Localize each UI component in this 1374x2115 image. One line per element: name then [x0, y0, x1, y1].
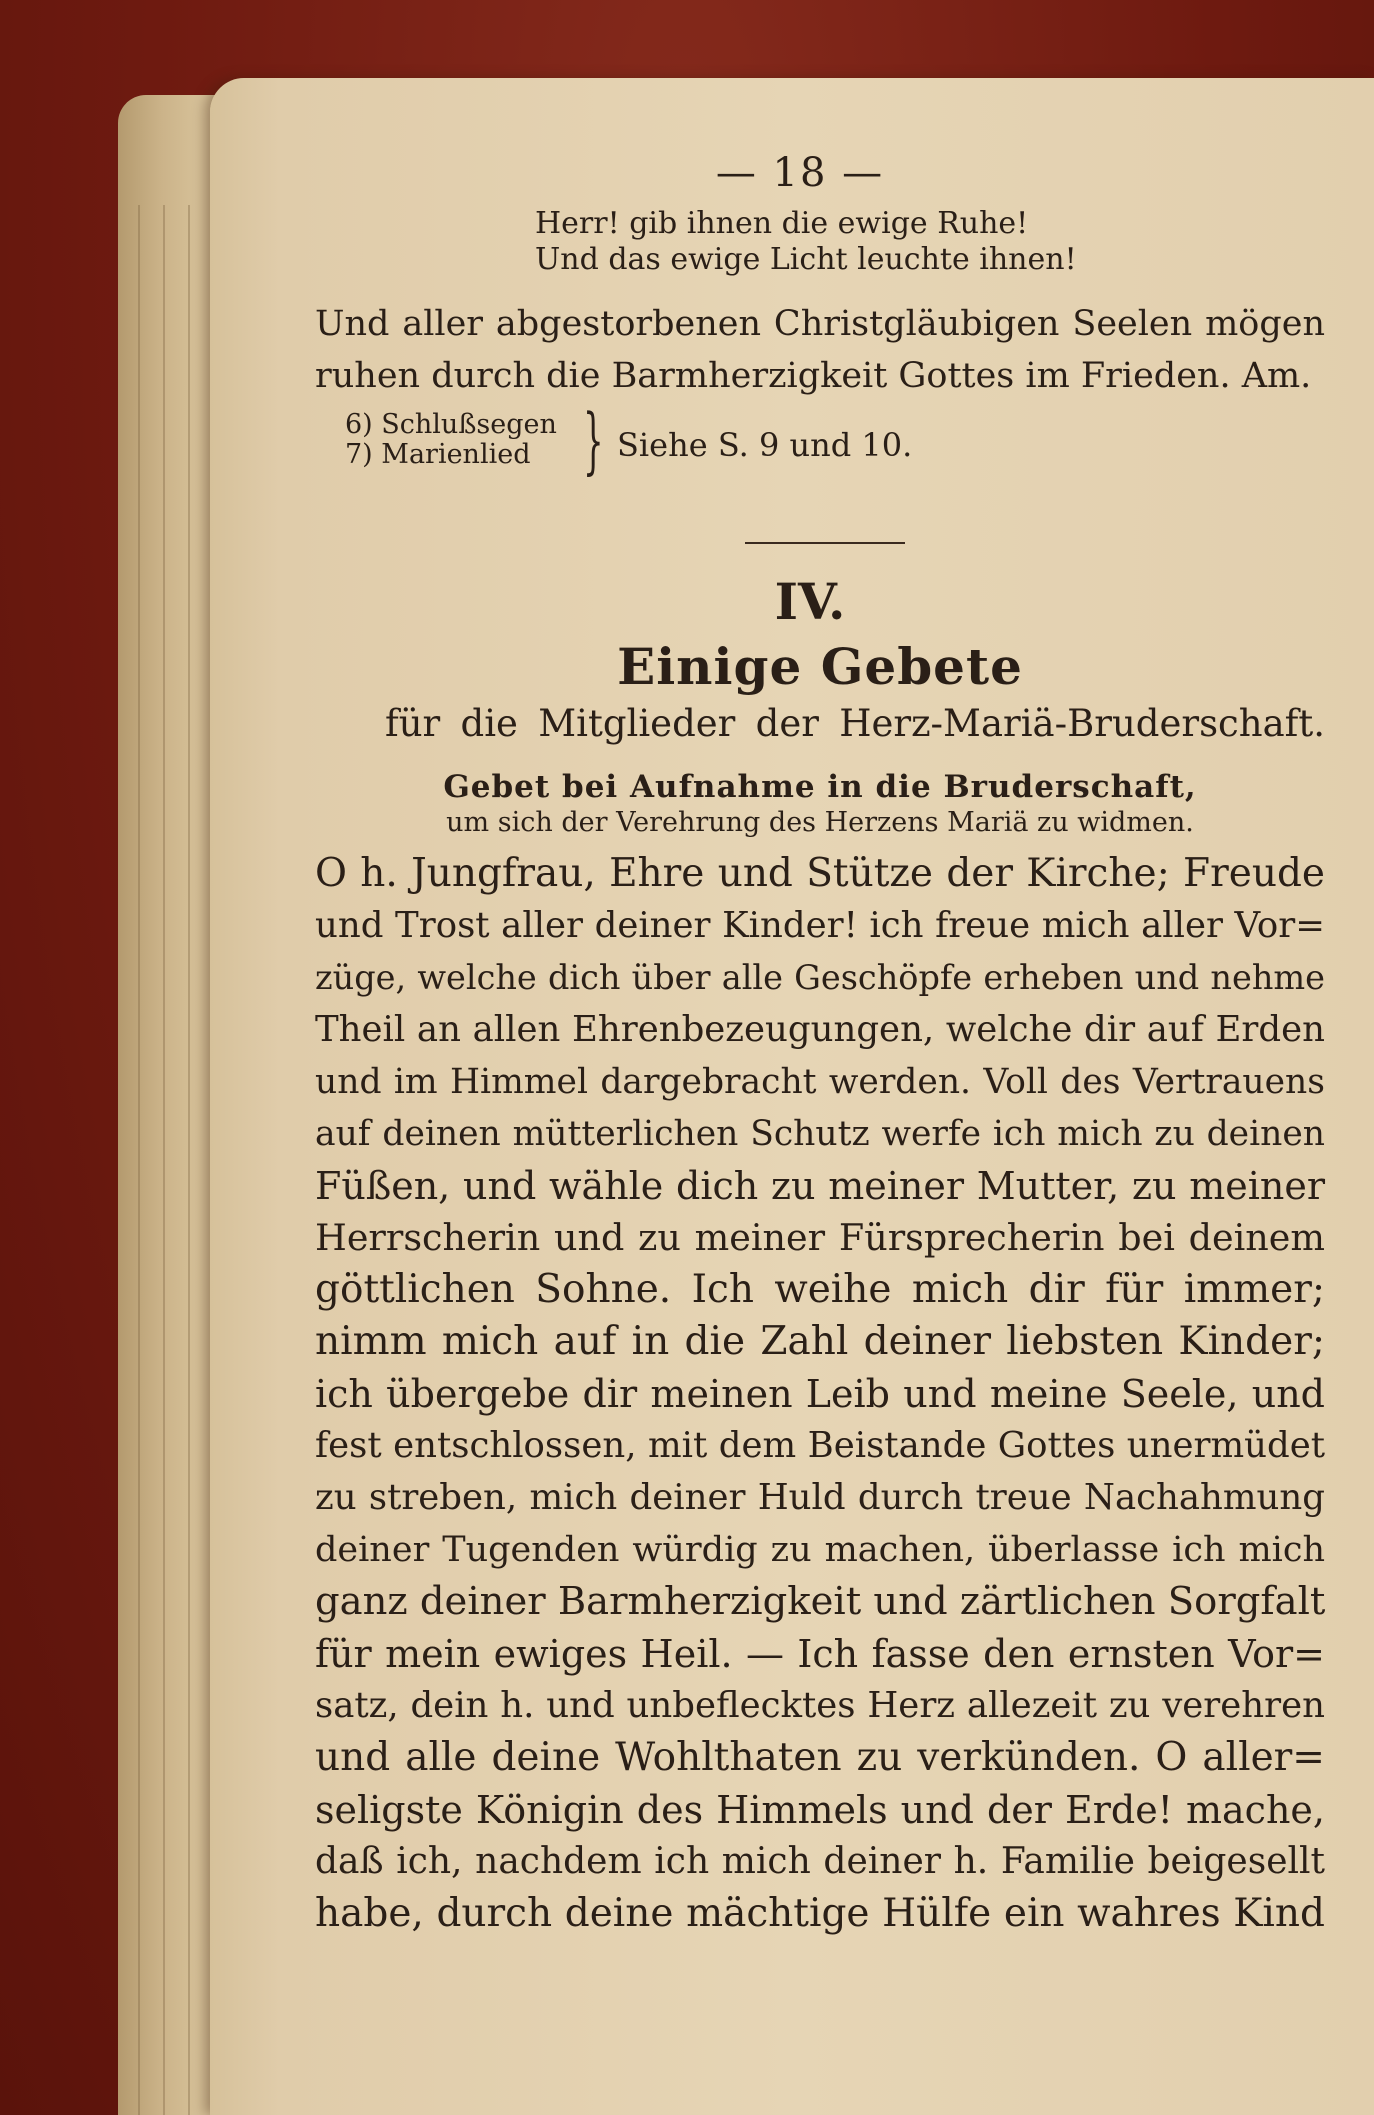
verse-line: Herr! gib ihnen die ewige Ruhe!: [535, 206, 1029, 241]
section-divider: [745, 542, 905, 544]
reference-list: [345, 410, 557, 470]
prayer-subtitle: um sich der Verehrung des Herzens Mariä zu widmen.: [446, 807, 1194, 838]
prayer-line: O h. Jungfrau, Ehre und Stütze der Kirche; Freude: [315, 851, 1325, 896]
reference-item: 6) Schlußsegen: [345, 409, 557, 440]
prayer-line: ich übergebe dir meinen Leib und meine Seele, und: [315, 1372, 1325, 1416]
prayer-line: Herrscherin und zu meiner Fürsprecherin bei deinem: [315, 1216, 1325, 1259]
prayer-line: und Trost aller deiner Kinder! ich freue mich aller Vor=: [315, 905, 1325, 946]
edge-line: [138, 205, 140, 2115]
section-subtitle: für die Mitglieder der Herz-Mariä-Bruderschaft.: [385, 702, 1325, 745]
prayer-line: habe, durch deine mächtige Hülfe ein wahres Kind: [315, 1891, 1325, 1936]
prayer-line: Theil an allen Ehrenbezeugungen, welche dir auf Erden: [315, 1009, 1325, 1050]
prayer-line: seligste Königin des Himmels und der Erde! mache,: [315, 1788, 1325, 1832]
reference-item: 7) Marienlied: [345, 439, 531, 470]
prayer-line: züge, welche dich über alle Geschöpfe erheben und nehme: [315, 958, 1325, 997]
prayer-line: auf deinen mütterlichen Schutz werfe ich mich zu deinen: [315, 1114, 1325, 1154]
closing-paragraph: [315, 298, 1325, 402]
page-number: — 18 —: [715, 150, 885, 196]
prayer-line: ganz deiner Barmherzigkeit und zärtlichen Sorgfalt: [315, 1579, 1326, 1624]
reference-block: [345, 398, 1325, 500]
prayer-line: und alle deine Wohlthaten zu verkünden. O aller=: [315, 1735, 1325, 1780]
verse-block: [535, 206, 1325, 278]
reference-see: Siehe S. 9 und 10.: [617, 426, 913, 464]
edge-line: [163, 205, 165, 2115]
prayer-line: fest entschlossen, mit dem Beistande Gottes unermüdet: [315, 1425, 1325, 1466]
prayer-line: deiner Tugenden würdig zu machen, überlasse ich mich: [315, 1530, 1325, 1570]
prayer-line: daß ich, nachdem ich mich deiner h. Familie beigesellt: [315, 1841, 1325, 1882]
closing-line: ruhen durch die Barmherzigkeit Gottes im Frieden. Am.: [315, 356, 1312, 396]
prayer-line: und im Himmel dargebracht werden. Voll des Vertrauens: [315, 1062, 1325, 1102]
page-content: [315, 150, 1325, 1940]
prayer-body: [315, 848, 1325, 1940]
prayer-line: zu streben, mich deiner Huld durch treue Nachahmung: [315, 1477, 1325, 1518]
prayer-line: satz, dein h. und unbeflecktes Herz allezeit zu verehren: [315, 1685, 1325, 1726]
prayer-line: göttlichen Sohne. Ich weihe mich dir für immer;: [315, 1267, 1325, 1312]
prayer-line: Füßen, und wähle dich zu meiner Mutter, zu meiner: [315, 1164, 1325, 1208]
prayer-line: nimm mich auf in die Zahl deiner liebsten Kinder;: [315, 1319, 1325, 1364]
closing-line: Und aller abgestorbenen Christgläubigen Seelen mögen: [315, 304, 1325, 344]
brace-icon: }: [583, 398, 604, 482]
section-title: Einige Gebete: [617, 637, 1023, 696]
section-number: IV.: [774, 572, 846, 631]
prayer-title: Gebet bei Aufnahme in die Bruderschaft,: [443, 769, 1197, 805]
prayer-line: für mein ewiges Heil. — Ich fasse den ernsten Vor=: [315, 1632, 1325, 1676]
verse-line: Und das ewige Licht leuchte ihnen!: [535, 242, 1077, 277]
edge-line: [188, 205, 190, 2115]
